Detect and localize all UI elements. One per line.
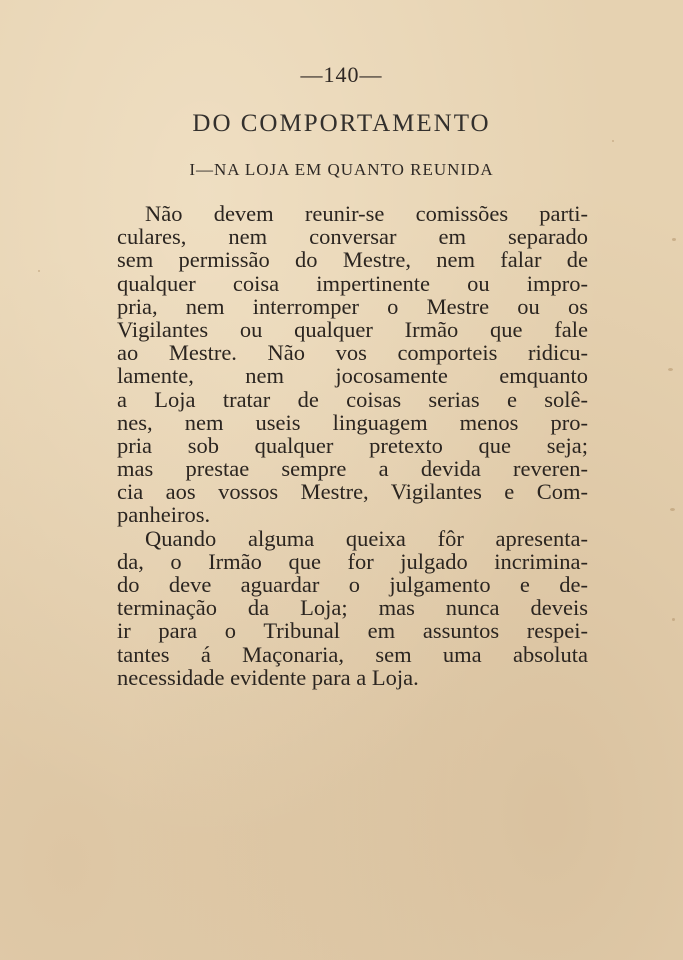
text-line: panheiros. <box>117 502 211 528</box>
paper-speck <box>670 508 675 511</box>
paragraph-1 <box>117 202 588 527</box>
paper-speck <box>668 368 673 371</box>
text-line: Não devem reunir-se comissões parti- <box>145 201 588 226</box>
text-line: ir para o Tribunal em assuntos respei- <box>117 618 588 644</box>
text-line: a Loja tratar de coisas serias e solê- <box>117 386 588 412</box>
paper-speck <box>612 140 614 142</box>
text-line: necessidade evidente para a Loja. <box>117 664 419 690</box>
text-line: lamente, nem jocosamente emquanto <box>117 363 588 389</box>
paragraph-2 <box>117 527 588 689</box>
text-line: pria, nem interromper o Mestre ou os <box>117 293 588 319</box>
text-line: da, o Irmão que for julgado incrimina- <box>117 548 588 574</box>
text-line: do deve aguardar o julgamento e de- <box>117 572 588 597</box>
text-line: pria sob qualquer pretexto que seja; <box>117 432 588 458</box>
text-line: Vigilantes ou qualquer Irmão que fale <box>117 316 588 342</box>
section-heading: I—NA LOJA EM QUANTO REUNIDA <box>189 160 494 179</box>
text-line: tantes á Maçonaria, sem uma absoluta <box>117 641 588 667</box>
page-number: —140— <box>300 62 383 87</box>
paper-speck <box>672 238 676 241</box>
text-line: ao Mestre. Não vos comporteis ridicu- <box>117 340 588 366</box>
text-line: sem permissão do Mestre, nem falar de <box>117 247 588 273</box>
text-line: qualquer coisa impertinente ou impro- <box>117 270 588 296</box>
text-line: culares, nem conversar em separado <box>117 224 588 250</box>
chapter-title: DO COMPORTAMENTO <box>192 110 491 137</box>
text-line: terminação da Loja; mas nunca deveis <box>117 595 588 621</box>
paper-speck <box>672 618 675 621</box>
text-line: nes, nem useis linguagem menos pro- <box>117 409 588 435</box>
paper-speck <box>38 270 40 272</box>
text-line: mas prestae sempre a devida reveren- <box>117 456 588 482</box>
text-line: cia aos vossos Mestre, Vigilantes e Com- <box>117 479 588 505</box>
text-line: Quando alguma queixa fôr apresenta- <box>145 525 588 551</box>
body-text <box>117 202 588 689</box>
